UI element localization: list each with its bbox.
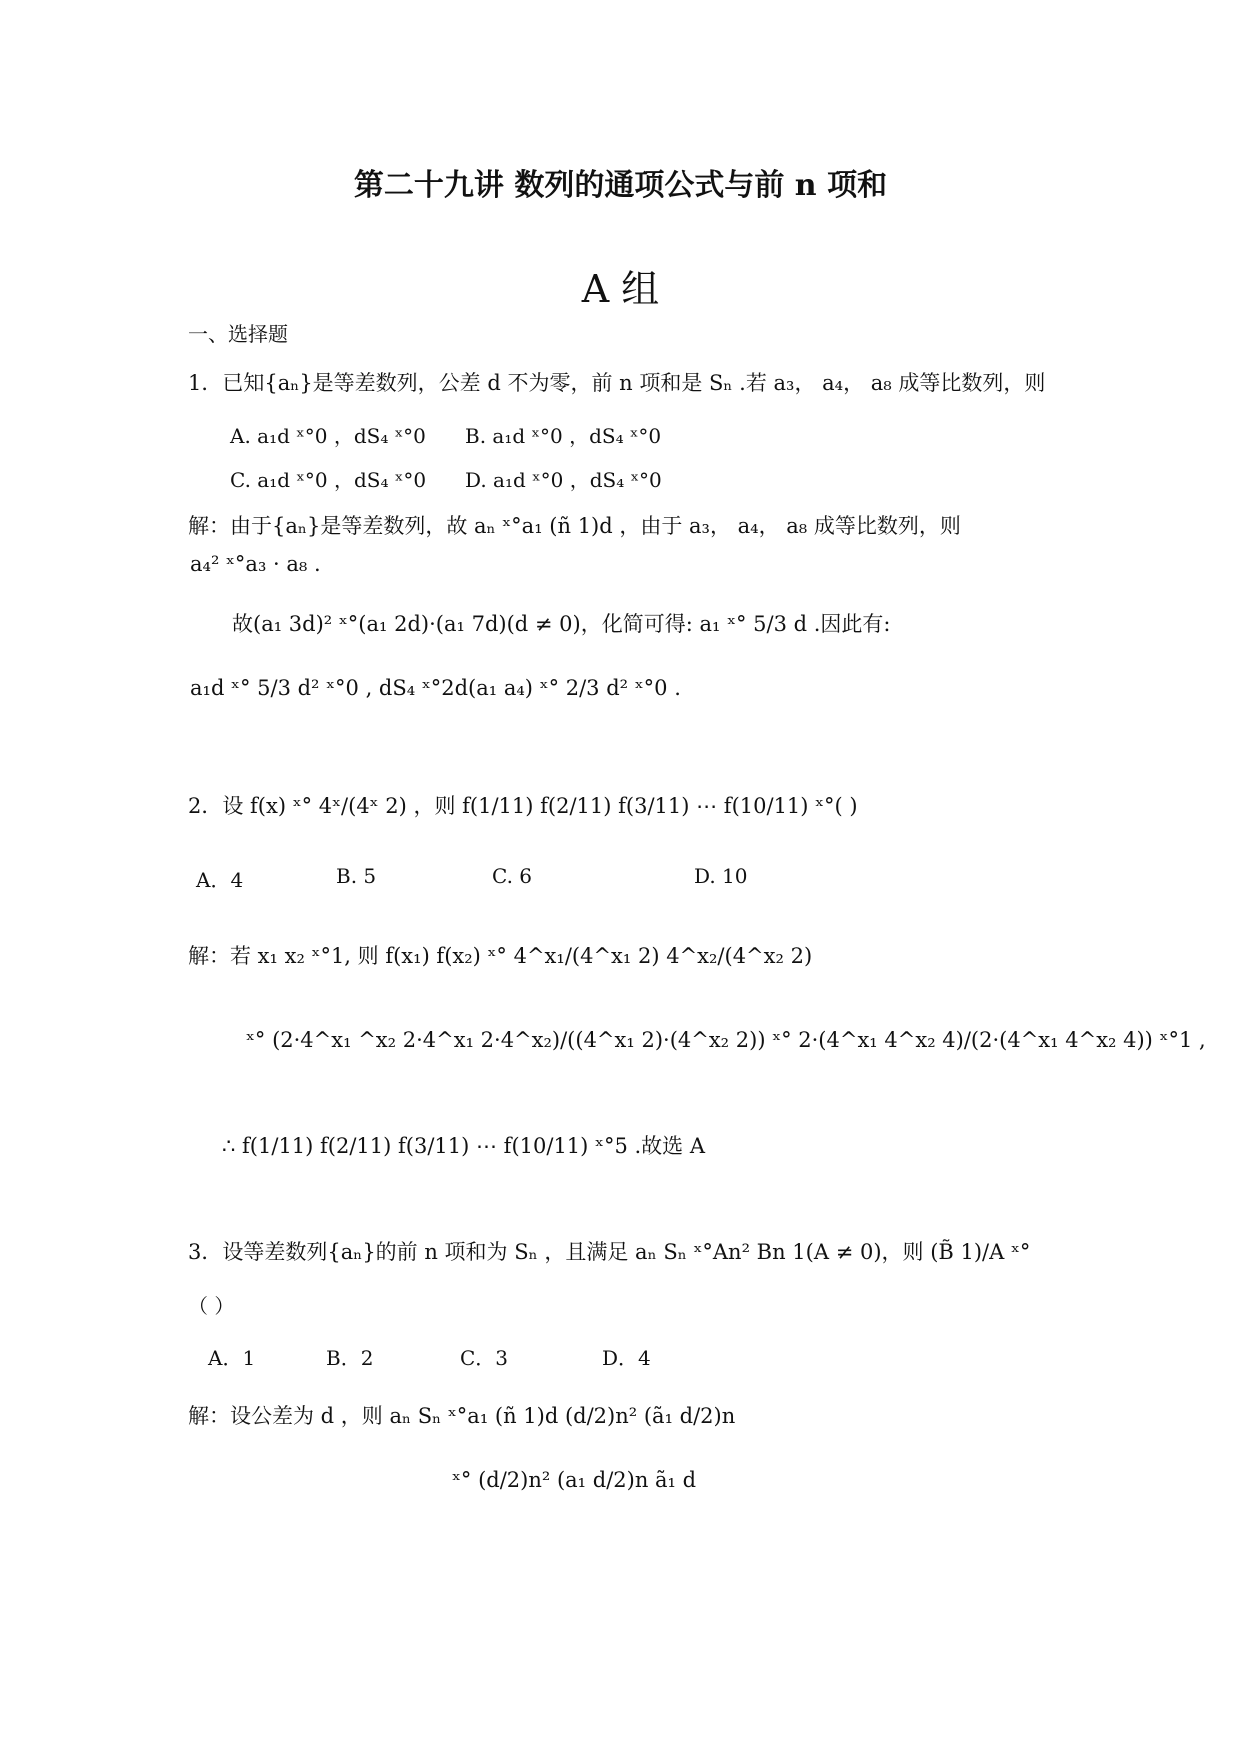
- question-2-solution-line-2: ˣ° (2·4^x₁ ^x₂ 2·4^x₁ 2·4^x₂)/((4^x₁ 2)·(4^x₂ 2)) ˣ° 2·(4^x₁ 4^x₂ 4)/(2·(4^x₁ 4^x₂ 4)) ˣ°1 ,: [246, 1028, 1206, 1052]
- question-3-option-d: D．4: [602, 1346, 651, 1370]
- question-3-option-b: B．2: [326, 1346, 374, 1370]
- page-title: 第二十九讲 数列的通项公式与前 n 项和: [353, 168, 888, 203]
- question-1-option-b: B. a₁d ˣ°0 ，dS₄ ˣ°0: [465, 424, 662, 448]
- question-2-solution-line-1: 解：若 x₁ x₂ ˣ°1, 则 f(x₁) f(x₂) ˣ° 4^x₁/(4^x₁ 2) 4^x₂/(4^x₂ 2): [188, 944, 813, 968]
- question-1-option-c: C. a₁d ˣ°0 ，dS₄ ˣ°0: [230, 468, 427, 492]
- question-1-solution-line-2: a₄² ˣ°a₃ · a₈ .: [190, 552, 321, 576]
- question-2-stem: 2．设 f(x) ˣ° 4ˣ/(4ˣ 2) ，则 f(1/11) f(2/11) f(3/11) ⋯ f(10/11) ˣ°( ): [188, 794, 858, 818]
- question-2-solution-line-3: ∴ f(1/11) f(2/11) f(3/11) ⋯ f(10/11) ˣ°5 .故选 A: [222, 1134, 705, 1158]
- question-2-option-d: D. 10: [694, 864, 748, 888]
- question-3-stem: 3．设等差数列{aₙ}的前 n 项和为 Sₙ ，且满足 aₙ Sₙ ˣ°An² Bn 1(A ≠ 0)，则 (B̃ 1)/A ˣ°: [188, 1240, 1031, 1264]
- question-1-option-a: A. a₁d ˣ°0 ，dS₄ ˣ°0: [230, 424, 426, 448]
- question-3-option-a: A．1: [208, 1346, 256, 1370]
- question-1-option-d: D. a₁d ˣ°0 ，dS₄ ˣ°0: [465, 468, 662, 492]
- question-3-option-c: C．3: [460, 1346, 509, 1370]
- question-1-solution-line-1: 解：由于{aₙ}是等差数列，故 aₙ ˣ°a₁ (ñ 1)d ，由于 a₃， a₄， a₈ 成等比数列，则: [188, 514, 961, 538]
- question-3-blank: （ ）: [188, 1294, 235, 1318]
- question-1-stem: 1．已知{aₙ}是等差数列，公差 d 不为零，前 n 项和是 Sₙ .若 a₃， a₄， a₈ 成等比数列，则: [188, 371, 1046, 395]
- section-label: 一、选择题: [188, 322, 288, 346]
- group-label: A 组: [581, 267, 660, 311]
- question-1-solution-line-4: a₁d ˣ° 5/3 d² ˣ°0 , dS₄ ˣ°2d(a₁ a₄) ˣ° 2/3 d² ˣ°0 .: [190, 676, 681, 700]
- question-2-option-b: B. 5: [336, 864, 377, 888]
- question-3-solution-line-1: 解：设公差为 d ，则 aₙ Sₙ ˣ°a₁ (ñ 1)d (d/2)n² (ã₁ d/2)n: [188, 1404, 736, 1428]
- question-1-solution-line-3: 故(a₁ 3d)² ˣ°(a₁ 2d)·(a₁ 7d)(d ≠ 0)，化简可得: a₁ ˣ° 5/3 d .因此有:: [232, 612, 891, 636]
- question-2-option-a: A．4: [196, 868, 244, 892]
- question-2-option-c: C. 6: [492, 864, 533, 888]
- question-3-solution-line-2: ˣ° (d/2)n² (a₁ d/2)n ã₁ d: [452, 1468, 697, 1492]
